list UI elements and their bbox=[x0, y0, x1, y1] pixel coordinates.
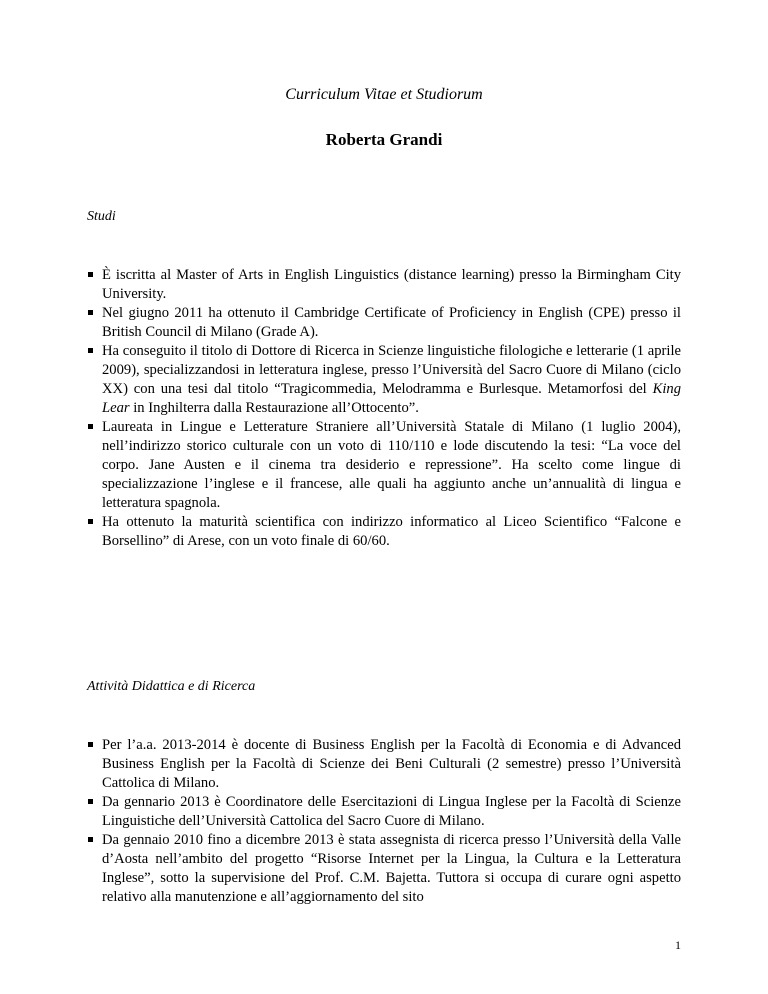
item-text: in Inghilterra dalla Restaurazione all’Ottocento”. bbox=[129, 400, 419, 416]
document-title: Curriculum Vitae et Studiorum bbox=[285, 86, 483, 103]
item-italic-title: King Lear bbox=[102, 381, 681, 416]
list-item: Da gennaio 2010 fino a dicembre 2013 è stata assegnista di ricerca presso l’Università della Valle d’Aosta nell’ambito del progetto “Risorse Internet per la Lingua, la Cultura e la Letteratura Inglese”, sotto la supervisione del Prof. C.M. Bajetta. Tuttora si occupa di curare ogni aspetto relativo alla manutenzione e all’aggiornamento del sito bbox=[87, 831, 681, 907]
item-text: Ha conseguito il titolo di Dottore di Ricerca in Scienze linguistiche filologiche e letterarie (1 aprile 2009), specializzandosi in letteratura inglese, presso l’Università del Sacro Cuore di Milano (ciclo XX) con una tesi dal titolo “Tragicommedia, Melodramma e Burlesque. Metamorfosi del bbox=[102, 343, 681, 397]
author-name: Roberta Grandi bbox=[325, 130, 443, 149]
list-item: Da gennario 2013 è Coordinatore delle Esercitazioni di Lingua Inglese per la Facoltà di Scienze Linguistiche dell’Università Cattolica del Sacro Cuore di Milano. bbox=[87, 793, 681, 831]
list-item: È iscritta al Master of Arts in English Linguistics (distance learning) presso la Birmingham City University. bbox=[87, 266, 681, 304]
list-item: Ha ottenuto la maturità scientifica con indirizzo informatico al Liceo Scientifico “Falcone e Borsellino” di Arese, con un voto finale di 60/60. bbox=[87, 513, 681, 551]
studi-list bbox=[87, 266, 681, 551]
section-heading-studi: Studi bbox=[87, 209, 116, 224]
page-number: 1 bbox=[675, 938, 681, 952]
list-item: Laureata in Lingue e Letterature Straniere all’Università Statale di Milano (1 luglio 2004), nell’indirizzo storico culturale con un voto di 110/110 e lode discutendo la tesi: “La voce del corpo. Jane Austen e il cinema tra desiderio e repressione”. Ha scelto come lingue di specializzazione l’inglese e il francese, alle quali ha aggiunto anche un’annualità di lingua e letteratura spagnola. bbox=[87, 418, 681, 513]
list-item bbox=[87, 342, 681, 418]
list-item: Nel giugno 2011 ha ottenuto il Cambridge Certificate of Proficiency in English (CPE) presso il British Council di Milano (Grade A). bbox=[87, 304, 681, 342]
section-heading-attivita: Attività Didattica e di Ricerca bbox=[87, 679, 256, 694]
attivita-list bbox=[87, 736, 681, 907]
list-item: Per l’a.a. 2013-2014 è docente di Business English per la Facoltà di Economia e di Advanced Business English per la Facoltà di Scienze dei Beni Culturali (2 semestre) presso l’Università Cattolica di Milano. bbox=[87, 736, 681, 793]
